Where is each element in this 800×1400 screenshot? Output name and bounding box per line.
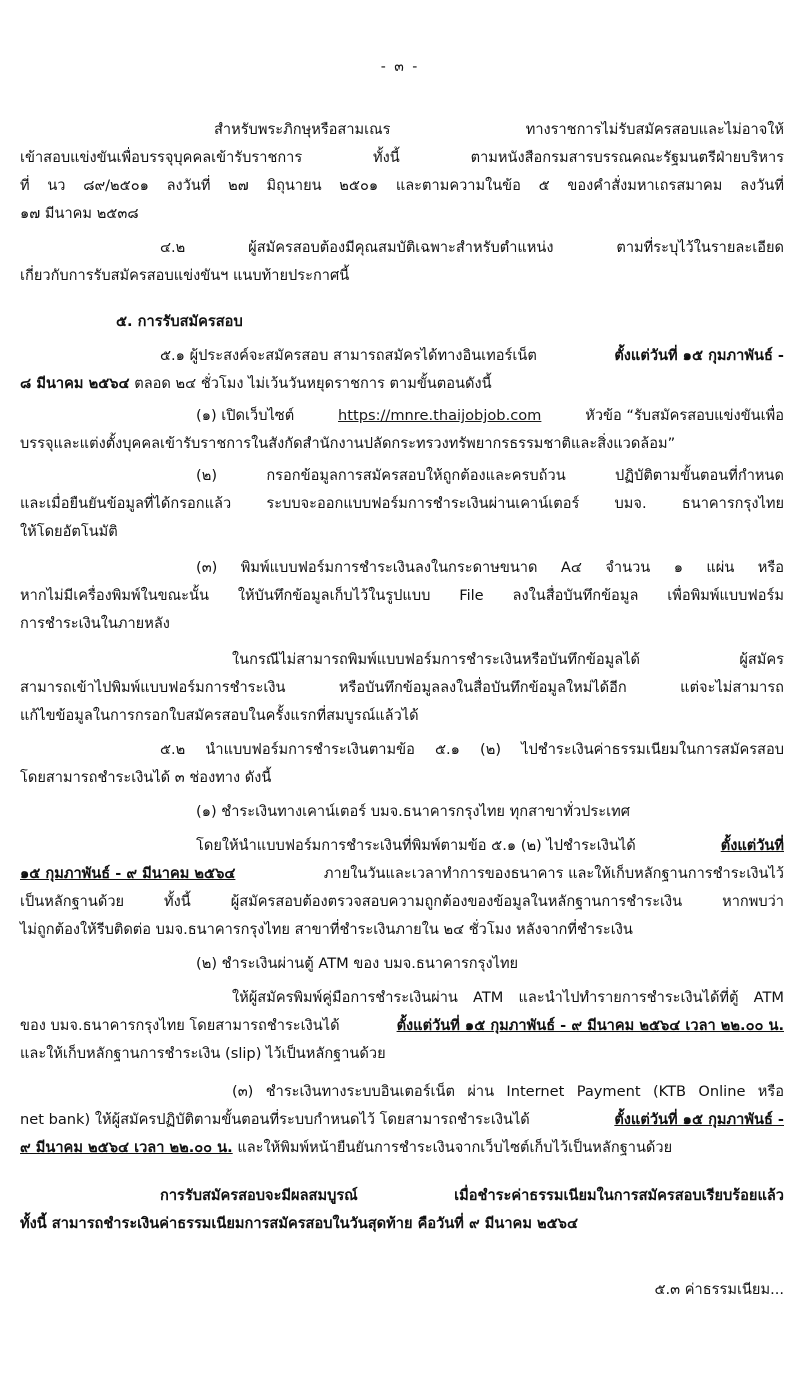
para-monks-line-4: ๑๗ มีนาคม ๒๕๓๘ xyxy=(20,205,139,222)
section-5-heading: ๕. การรับสมัครสอบ xyxy=(116,313,243,330)
channel-3-date-start: ตั้งแต่วันที่ ๑๕ กุมภาพันธ์ - xyxy=(614,1111,784,1128)
section-5-1-date-end: ๘ มีนาคม ๒๕๖๔ xyxy=(20,375,130,392)
channel-2-line-2 xyxy=(20,1014,784,1038)
step-1-label: (๑) เปิดเว็บไซต์ xyxy=(196,407,295,424)
channel-1-line-2 xyxy=(20,862,784,886)
channel-3-text: net bank) ให้ผู้สมัครปฏิบัติตามขั้นตอนที่ระบบกำหนดไว้ โดยสามารถชำระเงินได้ xyxy=(20,1111,530,1128)
section-5-1-hours: ตลอด ๒๔ ชั่วโมง ไม่เว้นวันหยุดราชการ ตามขั้นตอนดังนี้ xyxy=(129,375,492,392)
channel-1-heading: (๑) ชำระเงินทางเคาน์เตอร์ บมจ.ธนาคารกรุงไทย ทุกสาขาทั่วประเทศ xyxy=(196,803,630,820)
para-monks-line-1: สำหรับพระภิกษุหรือสามเณร ทางราชการไม่รับสมัครสอบและไม่อาจให้ xyxy=(214,121,784,138)
para-monks-line-2: เข้าสอบแข่งขันเพื่อบรรจุบุคคลเข้ารับราชการ ทั้งนี้ ตามหนังสือกรมสารบรรณคณะรัฐมนตรีฝ่ายบริหาร xyxy=(20,149,784,166)
step-1-line-2: บรรจุและแต่งตั้งบุคคลเข้ารับราชการในสังกัดสำนักงานปลัดกระทรวงทรัพยากรธรรมชาติและสิ่งแวดล้อม” xyxy=(20,435,676,452)
channel-1-line-4: ไม่ถูกต้องให้รีบติดต่อ บมจ.ธนาคารกรุงไทย สาขาที่ชำระเงินภายใน ๒๔ ชั่วโมง หลังจากที่ชำระเงิน xyxy=(20,921,633,938)
para-monks-line-3: ที่ นว ๘๙/๒๕๐๑ ลงวันที่ ๒๗ มิถุนายน ๒๕๐๑ และตามความในข้อ ๕ ของคำสั่งมหาเถรสมาคม ลงวันที่ xyxy=(20,177,784,194)
channel-3-date-end: ๙ มีนาคม ๒๕๖๔ เวลา ๒๒.๐๐ น. xyxy=(20,1139,233,1156)
completion-note-line-2: ทั้งนี้ สามารถชำระเงินค่าธรรมเนียมการสมัครสอบในวันสุดท้าย คือวันที่ ๙ มีนาคม ๒๕๖๔ xyxy=(20,1215,578,1232)
section-5-1-text: ๕.๑ ผู้ประสงค์จะสมัครสอบ สามารถสมัครได้ทางอินเทอร์เน็ต xyxy=(160,347,537,364)
channel-3-line-1: (๓) ชำระเงินทางระบบอินเตอร์เน็ต ผ่าน Internet Payment (KTB Online หรือ xyxy=(232,1083,784,1100)
section-5-1-date-start: ตั้งแต่วันที่ ๑๕ กุมภาพันธ์ - xyxy=(614,347,784,364)
channel-3-line-3 xyxy=(20,1136,672,1160)
channel-1-line-3: เป็นหลักฐานด้วย ทั้งนี้ ผู้สมัครสอบต้องตรวจสอบความถูกต้องของข้อมูลในหลักฐานการชำระเงิน หากพบว่า xyxy=(20,893,784,910)
channel-1-text: โดยให้นำแบบฟอร์มการชำระเงินที่พิมพ์ตามข้อ ๕.๑ (๒) ไปชำระเงินได้ xyxy=(196,837,636,854)
section-5-2-line-2: โดยสามารถชำระเงินได้ ๓ ช่องทาง ดังนี้ xyxy=(20,769,272,786)
step-2-line-1: (๒) กรอกข้อมูลการสมัครสอบให้ถูกต้องและครบถ้วน ปฏิบัติตามขั้นตอนที่กำหนด xyxy=(196,467,784,484)
reprint-line-1: ในกรณีไม่สามารถพิมพ์แบบฟอร์มการชำระเงินหรือบันทึกข้อมูลได้ ผู้สมัคร xyxy=(232,651,784,668)
channel-2-line-1: ให้ผู้สมัครพิมพ์คู่มือการชำระเงินผ่าน ATM และนำไปทำรายการชำระเงินได้ที่ตู้ ATM xyxy=(232,989,784,1006)
page-number: - ๓ - xyxy=(380,59,420,75)
step-3-line-3: การชำระเงินในภายหลัง xyxy=(20,615,170,632)
step-1-topic: หัวข้อ “รับสมัครสอบแข่งขันเพื่อ xyxy=(585,407,784,424)
section-4-2-line-1: ๔.๒ ผู้สมัครสอบต้องมีคุณสมบัติเฉพาะสำหรับตำแหน่ง ตามที่ระบุไว้ในรายละเอียด xyxy=(160,239,784,256)
continuation-marker: ๕.๓ ค่าธรรมเนียม... xyxy=(654,1281,784,1298)
channel-2-heading: (๒) ชำระเงินผ่านตู้ ATM ของ บมจ.ธนาคารกรุงไทย xyxy=(196,955,519,972)
step-3-line-2: หากไม่มีเครื่องพิมพ์ในขณะนั้น ให้บันทึกข้อมูลเก็บไว้ในรูปแบบ File ลงในสื่อบันทึกข้อมูล เพื่อพิมพ์แบบฟอร์ม xyxy=(20,587,784,604)
channel-2-text: ของ บมจ.ธนาคารกรุงไทย โดยสามารถชำระเงินได้ xyxy=(20,1017,340,1034)
channel-2-line-3: และให้เก็บหลักฐานการชำระเงิน (slip) ไว้เป็นหลักฐานด้วย xyxy=(20,1045,386,1062)
section-5-2-line-1: ๕.๒ นำแบบฟอร์มการชำระเงินตามข้อ ๕.๑ (๒) ไปชำระเงินค่าธรรมเนียมในการสมัครสอบ xyxy=(160,741,784,758)
channel-1-line-1 xyxy=(196,834,784,858)
reprint-line-2: สามารถเข้าไปพิมพ์แบบฟอร์มการชำระเงิน หรือบันทึกข้อมูลลงในสื่อบันทึกข้อมูลใหม่ได้อีก แต่จะไม่สามารถ xyxy=(20,679,784,696)
website-link[interactable]: https://mnre.thaijobjob.com xyxy=(338,407,542,424)
section-5-1-line-1 xyxy=(160,344,784,368)
step-1-line-1 xyxy=(196,404,784,428)
channel-2-date-range: ตั้งแต่วันที่ ๑๕ กุมภาพันธ์ - ๙ มีนาคม ๒๕๖๔ เวลา ๒๒.๐๐ น. xyxy=(396,1017,784,1034)
reprint-line-3: แก้ไขข้อมูลในการกรอกใบสมัครสอบในครั้งแรกที่สมบูรณ์แล้วได้ xyxy=(20,707,419,724)
section-5-1-line-2 xyxy=(20,372,492,396)
step-2-line-2: และเมื่อยืนยันข้อมูลที่ได้กรอกแล้ว ระบบจะออกแบบฟอร์มการชำระเงินผ่านเคาน์เตอร์ บมจ. ธนาคารกรุงไทย xyxy=(20,495,784,512)
section-4-2-line-2: เกี่ยวกับการรับสมัครสอบแข่งขันฯ แนบท้ายประกาศนี้ xyxy=(20,267,350,284)
channel-1-date-start: ตั้งแต่วันที่ xyxy=(720,837,784,854)
channel-1-bank-hours: ภายในวันและเวลาทำการของธนาคาร และให้เก็บหลักฐานการชำระเงินไว้ xyxy=(323,865,784,882)
channel-3-confirm: และให้พิมพ์หน้ายืนยันการชำระเงินจากเว็บไซต์เก็บไว้เป็นหลักฐานด้วย xyxy=(232,1139,673,1156)
step-3-line-1: (๓) พิมพ์แบบฟอร์มการชำระเงินลงในกระดาษขนาด A๔ จำนวน ๑ แผ่น หรือ xyxy=(196,559,784,576)
step-2-line-3: ให้โดยอัตโนมัติ xyxy=(20,523,118,540)
channel-1-date-range: ๑๕ กุมภาพันธ์ - ๙ มีนาคม ๒๕๖๔ xyxy=(20,865,236,882)
completion-note-line-1: การรับสมัครสอบจะมีผลสมบูรณ์ เมื่อชำระค่าธรรมเนียมในการสมัครสอบเรียบร้อยแล้ว xyxy=(160,1187,784,1204)
channel-3-line-2 xyxy=(20,1108,784,1132)
